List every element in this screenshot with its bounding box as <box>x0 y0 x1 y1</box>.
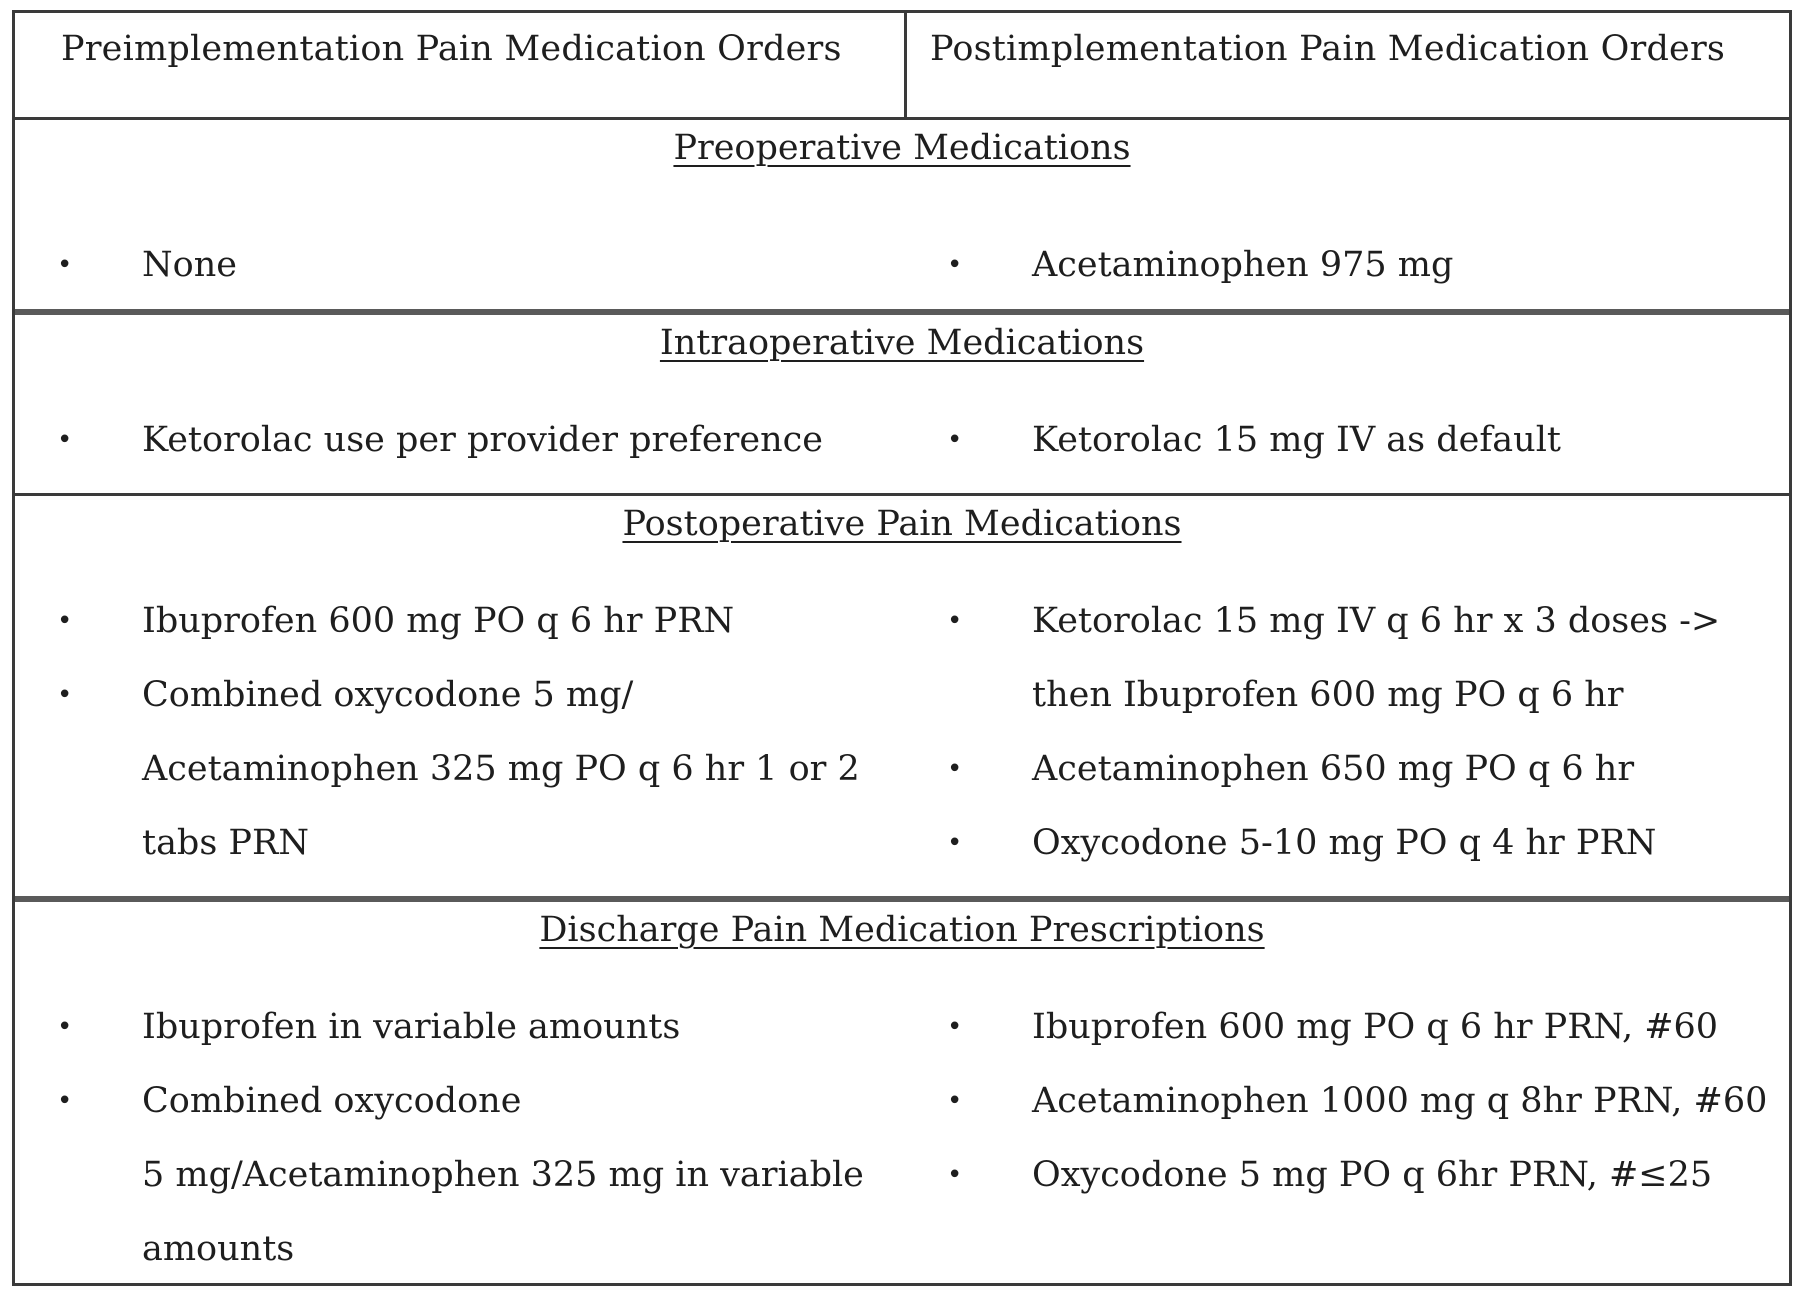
list-item-text: 5 mg/Acetaminophen 325 mg in variable <box>142 1155 864 1195</box>
post-implementation-list <box>947 584 1787 880</box>
pre-implementation-list <box>57 403 897 477</box>
list-item-continuation <box>57 732 897 806</box>
bullet-icon: • <box>57 1012 73 1042</box>
post-implementation-list <box>947 403 1787 477</box>
discharge-section <box>15 902 1789 1286</box>
bullet-icon: • <box>57 250 73 280</box>
section-title: Postoperative Pain Medications <box>622 504 1182 544</box>
bullet-icon: • <box>947 1086 963 1116</box>
list-item-text: Acetaminophen 650 mg PO q 6 hr <box>1032 749 1635 789</box>
table-header <box>15 13 1789 120</box>
postoperative-section <box>15 496 1789 902</box>
list-item-text: None <box>142 245 237 285</box>
bullet-icon: • <box>57 425 73 455</box>
list-item <box>57 658 897 732</box>
list-item-continuation <box>57 1138 897 1212</box>
bullet-icon: • <box>947 425 963 455</box>
list-item <box>947 990 1787 1064</box>
list-item-text: Acetaminophen 975 mg <box>1032 245 1454 285</box>
pre-implementation-list <box>57 228 897 302</box>
bullet-icon: • <box>57 606 73 636</box>
list-item-text: Acetaminophen 325 mg PO q 6 hr 1 or 2 <box>142 749 860 789</box>
list-item <box>947 732 1787 806</box>
list-item-text: Ketorolac 15 mg IV as default <box>1032 420 1561 460</box>
header-column-divider <box>904 13 907 120</box>
bullet-icon: • <box>947 606 963 636</box>
list-item-text: then Ibuprofen 600 mg PO q 6 hr <box>1032 675 1624 715</box>
list-item <box>947 228 1787 302</box>
list-item <box>947 1138 1787 1212</box>
list-item-text: Oxycodone 5 mg PO q 6hr PRN, #≤25 <box>1032 1155 1713 1195</box>
bullet-icon: • <box>947 828 963 858</box>
post-implementation-list <box>947 990 1787 1212</box>
section-title: Preoperative Medications <box>673 128 1131 168</box>
list-item-text: Acetaminophen 1000 mg q 8hr PRN, #60 <box>1032 1081 1768 1121</box>
list-item-text: Ibuprofen 600 mg PO q 6 hr PRN <box>142 601 735 641</box>
preoperative-section <box>15 120 1789 315</box>
list-item-text: Ketorolac 15 mg IV q 6 hr x 3 doses -> <box>1032 601 1721 641</box>
list-item <box>947 1064 1787 1138</box>
list-item <box>57 584 897 658</box>
list-item <box>57 990 897 1064</box>
post-implementation-list <box>947 228 1787 302</box>
bullet-icon: • <box>57 1086 73 1116</box>
list-item <box>947 403 1787 477</box>
pre-implementation-list <box>57 990 897 1286</box>
list-item-text: tabs PRN <box>142 823 309 863</box>
list-item <box>57 403 897 477</box>
pre-implementation-column-title: Preimplementation Pain Medication Orders <box>61 29 842 69</box>
list-item-continuation <box>57 1212 897 1286</box>
post-implementation-column-title: Postimplementation Pain Medication Orders <box>930 29 1726 69</box>
section-title: Discharge Pain Medication Prescriptions <box>539 910 1265 950</box>
list-item <box>57 228 897 302</box>
list-item-text: amounts <box>142 1229 295 1269</box>
bullet-icon: • <box>947 754 963 784</box>
list-item-text: Oxycodone 5-10 mg PO q 4 hr PRN <box>1032 823 1657 863</box>
medication-orders-table <box>12 10 1792 1286</box>
bullet-icon: • <box>947 1012 963 1042</box>
bullet-icon: • <box>947 250 963 280</box>
list-item-text: Combined oxycodone 5 mg/ <box>142 675 634 715</box>
list-item-text: Combined oxycodone <box>142 1081 522 1121</box>
list-item-text: Ketorolac use per provider preference <box>142 420 823 460</box>
list-item <box>947 806 1787 880</box>
list-item-text: Ibuprofen 600 mg PO q 6 hr PRN, #60 <box>1032 1007 1719 1047</box>
section-title: Intraoperative Medications <box>659 323 1145 363</box>
intraoperative-section <box>15 315 1789 496</box>
bullet-icon: • <box>57 680 73 710</box>
list-item-text: Ibuprofen in variable amounts <box>142 1007 681 1047</box>
list-item-continuation <box>57 806 897 880</box>
list-item-continuation <box>947 658 1787 732</box>
bullet-icon: • <box>947 1160 963 1190</box>
list-item <box>947 584 1787 658</box>
pre-implementation-list <box>57 584 897 880</box>
list-item <box>57 1064 897 1138</box>
